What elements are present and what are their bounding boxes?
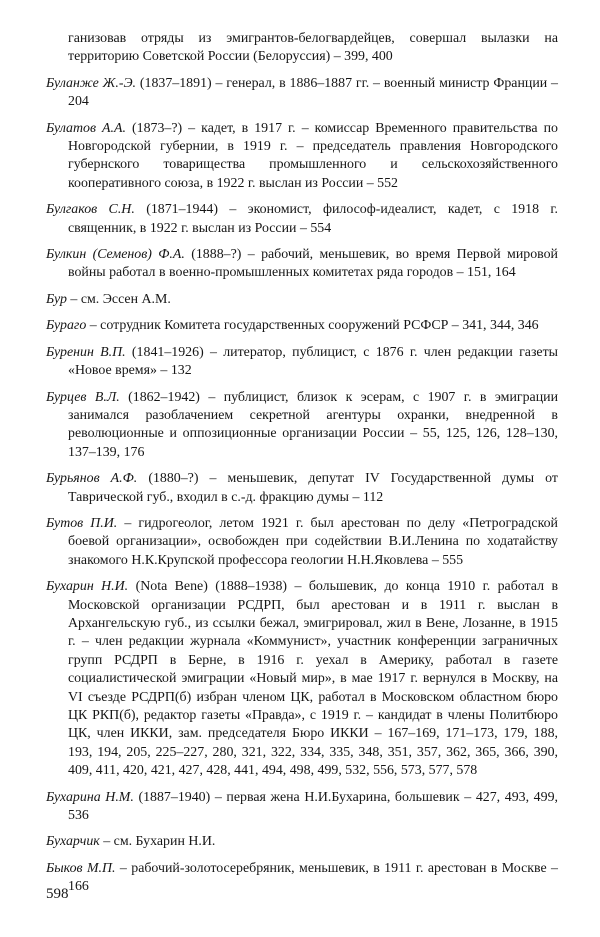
entry-text: (1837–1891) – генерал, в 1886–1887 гг. – военный министр Франции – 204 bbox=[68, 75, 558, 110]
entry-name: Бухарчик bbox=[46, 834, 100, 850]
entry-name: Быков М.П. bbox=[46, 860, 116, 876]
index-entry bbox=[46, 833, 558, 851]
index-entry bbox=[46, 860, 558, 897]
index-entry bbox=[46, 317, 558, 335]
entry-name: Бураго bbox=[46, 318, 87, 334]
index-entry bbox=[46, 789, 558, 826]
entry-text: (1871–1944) – экономист, философ-идеалист, кадет, с 1918 г. священник, в 1922 г. выслан из России – 554 bbox=[68, 202, 559, 236]
entry-name: Буренин В.П. bbox=[46, 344, 126, 360]
entry-text: (1887–1940) – первая жена Н.И.Бухарина, большевик – 427, 493, 499, 536 bbox=[68, 789, 558, 824]
entry-text: ганизовав отряды из эмигрантов-белогвардейцев, совершал вылазки на территорию Советской России (Белоруссия) – 399, 400 bbox=[68, 31, 558, 65]
entry-text: – см. Бухарин Н.И. bbox=[99, 834, 216, 850]
entry-text: – рабочий-золотосеребряник, меньшевик, в 1911 г. арестован в Москве – 166 bbox=[68, 860, 558, 895]
entry-text: – сотрудник Комитета государственных сооружений РСФСР – 341, 344, 346 bbox=[86, 318, 539, 334]
index-entry bbox=[46, 515, 558, 570]
entry-text: (1880–?) – меньшевик, депутат IV Государственной думы от Таврической губ., входил в с.-д. фракцию думы – 112 bbox=[68, 471, 559, 505]
entry-name: Бухарин Н.И. bbox=[46, 579, 129, 595]
entry-name: Бутов П.И. bbox=[46, 515, 118, 531]
index-entry bbox=[46, 201, 558, 238]
name-index bbox=[46, 30, 558, 905]
entry-name: Булатов А.А. bbox=[46, 120, 126, 136]
entry-name: Булгаков С.Н. bbox=[46, 202, 135, 218]
index-entry bbox=[46, 344, 558, 381]
entry-text: (Nota Bene) (1888–1938) – большевик, до конца 1910 г. работал в Московской организации РСДРП, был арестован и в 1911 г. выслан в Архангельскую губ., из ссылки бежал, эмигрировал, жил в Вене, Лозанне, в 1915 г. – член редакции журнала «Коммунист», участник конференции заграничных групп РСДРП в Берне, в 1916 г. уехал в Америку, работал в газете социалистической эмиграции «Новый мир», в мае 1917 г. вернулся в Москву, на VI съезде РСДРП(б) избран членом ЦК, работал в Московском областном бюро ЦК РКП(б), редактор газеты «Правда», с 1919 г. – кандидат в члены Политбюро ЦК, член ИККИ, зам. председателя Бюро ИККИ – 167–169, 171–173, 179, 188, 193, 194, 205, 225–227, 280, 321, 322, 334, 335, 348, 351, 357, 362, 365, 366, 390, 409, 411, 420, 421, 427, 428, 441, 494, 498, 499, 532, 556, 573, 577, 578 bbox=[68, 579, 558, 779]
index-entry bbox=[46, 291, 558, 309]
entry-name: Буланже Ж.-Э. bbox=[46, 75, 137, 91]
entry-name: Бур bbox=[46, 291, 67, 307]
index-entry bbox=[46, 389, 558, 463]
entry-text: (1888–?) – рабочий, меньшевик, во время Первой мировой войны работал в военно-промышленных комитетах ряда городов – 151, 164 bbox=[68, 247, 558, 281]
entry-text: – гидрогеолог, летом 1921 г. был арестован по делу «Петроградской боевой организации», освобожден при содействии В.И.Ленина по ходатайству знакомого Н.К.Крупской профессора геологии Н.Н.Яковлева – 555 bbox=[68, 515, 558, 568]
entry-text: (1841–1926) – литератор, публицист, с 1876 г. член редакции газеты «Новое время» – 132 bbox=[68, 344, 559, 379]
entry-name: Бухарина Н.М. bbox=[46, 789, 134, 805]
entry-text: – см. Эссен А.М. bbox=[66, 291, 171, 307]
entry-text: (1862–1942) – публицист, близок к эсерам, с 1907 г. в эмиграции занимался разоблачением секретной агентуры охранки, внедренной в революционные и оппозиционные организации России – 55, 125, 126, 128–130, 137–139, 176 bbox=[68, 389, 558, 460]
entry-name: Бурцев В.Л. bbox=[46, 389, 120, 405]
index-entry bbox=[46, 120, 558, 194]
index-entry-continued bbox=[46, 30, 558, 67]
index-entry bbox=[46, 246, 558, 283]
index-entry bbox=[46, 578, 558, 780]
page-number: 598 bbox=[46, 886, 69, 902]
index-entry bbox=[46, 470, 558, 507]
entry-text: (1873–?) – кадет, в 1917 г. – комиссар Временного правительства по Новгородской губернии, в 1919 г. – председатель правления Новгородского губернского товарищества промышленного и сельскохозяйственного кооперативного союза, в 1922 г. выслан из России – 552 bbox=[68, 120, 558, 191]
entry-name: Булкин (Семенов) Ф.А. bbox=[46, 247, 185, 263]
entry-name: Бурьянов А.Ф. bbox=[46, 471, 138, 487]
index-entry bbox=[46, 75, 558, 112]
